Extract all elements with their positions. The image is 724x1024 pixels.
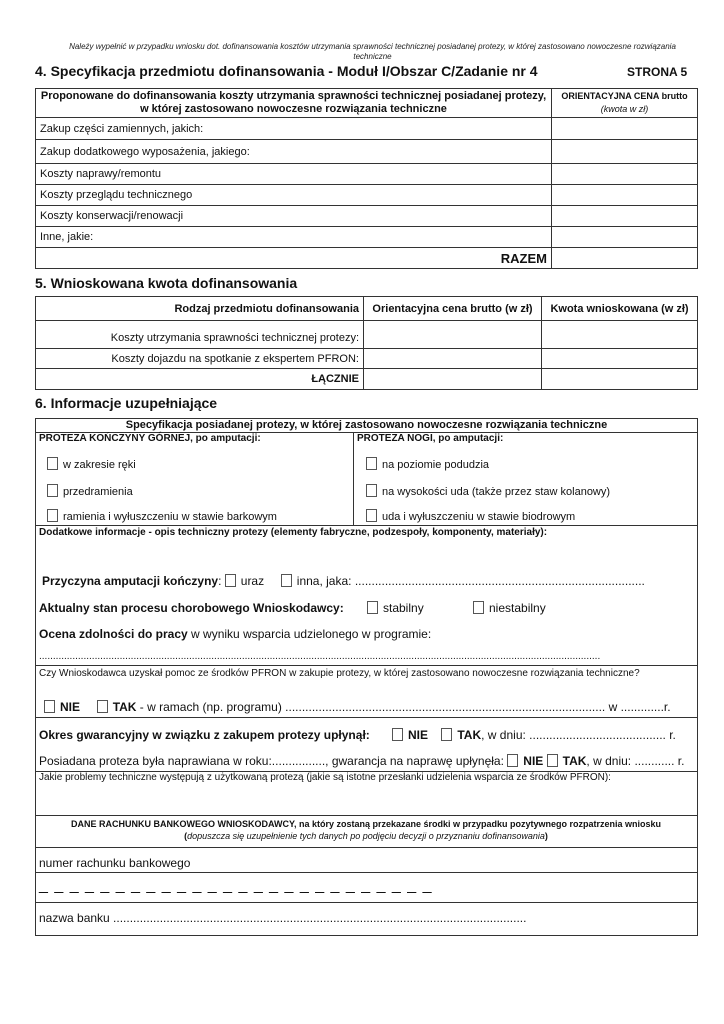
- cost-row: Zakup dodatkowego wyposażenia, jakiego:: [36, 140, 552, 164]
- cost-row: Zakup części zamiennych, jakich:: [36, 118, 552, 140]
- state-unstable[interactable]: niestabilny: [473, 601, 546, 615]
- checkbox[interactable]: [441, 728, 452, 741]
- supplementary-info-box: [35, 418, 698, 936]
- instruction-note: Należy wypełnić w przypadku wniosku dot. dofinansowania kosztów utrzymania sprawności technicznej posiadanej protezy, w której zastosowano nowoczesne rozwiązania techniczne: [69, 42, 676, 61]
- col-price-header: Orientacyjna cena brutto (w zł): [364, 297, 542, 321]
- price-field[interactable]: [364, 349, 542, 369]
- extra-info-label: Dodatkowe informacje - opis techniczny protezy (elementy fabryczne, podzespoły, komponenty, materiały):: [39, 527, 548, 538]
- checkbox[interactable]: [547, 754, 558, 767]
- arm-header: PROTEZA KOŃCZYNY GÓRNEJ, po amputacji:: [39, 433, 261, 444]
- warranty: Okres gwarancyjny w związku z zakupem protezy upłynął:: [39, 728, 370, 742]
- total-price-field[interactable]: [364, 369, 542, 390]
- account-number-label: numer rachunku bankowego: [39, 856, 191, 870]
- row-maintenance: Koszty utrzymania sprawności technicznej protezy:: [36, 321, 364, 349]
- price-field[interactable]: [552, 227, 698, 248]
- total-amount-field[interactable]: [542, 369, 698, 390]
- arm-option-hand[interactable]: w zakresie ręki: [47, 457, 136, 471]
- amputation-cause: Przyczyna amputacji kończyny: uraz inna, jaka: .......................................................................................: [42, 574, 645, 588]
- cost-spec-table: [35, 88, 698, 269]
- page-number: STRONA 5: [627, 65, 688, 79]
- cost-row: Koszty przeglądu technicznego: [36, 185, 552, 206]
- checkbox[interactable]: [47, 457, 58, 470]
- requested-amount-table: [35, 296, 698, 390]
- state-stable[interactable]: stabilny: [367, 601, 424, 615]
- cost-row: Inne, jakie:: [36, 227, 552, 248]
- bank-header: DANE RACHUNKU BANKOWEGO WNIOSKODAWCY, na który zostaną przekazane środki w przypadku pozytywnego rozpatrzenia wniosku (dopuszcza się uzupełnienie tych danych po podjęciu decyzji o przyznaniu dofinansowania): [70, 819, 662, 841]
- price-header-sub: (kwota w zł): [600, 104, 649, 114]
- amount-field[interactable]: [542, 349, 698, 369]
- price-field[interactable]: [364, 321, 542, 349]
- repair-info: Posiadana proteza była naprawiana w roku:................, gwarancja na naprawę upłynęła: NIE TAK, w dniu: ............ r.: [39, 754, 685, 768]
- leg-option-thigh[interactable]: na wysokości uda (także przez staw kolanowy): [366, 484, 610, 498]
- section5-title: 5. Wnioskowana kwota dofinansowania: [35, 275, 298, 291]
- spec-header: Specyfikacja posiadanej protezy, w której zastosowano nowoczesne rozwiązania techniczne: [36, 419, 697, 432]
- leg-option-hip[interactable]: uda i wyłuszczeniu w stawie biodrowym: [366, 509, 575, 523]
- checkbox[interactable]: [473, 601, 484, 614]
- arm-option-arm[interactable]: ramienia i wyłuszczeniu w stawie barkowym: [47, 509, 277, 523]
- checkbox[interactable]: [97, 700, 108, 713]
- arm-option-forearm[interactable]: przedramienia: [47, 484, 133, 498]
- section6-title: 6. Informacje uzupełniające: [35, 395, 218, 411]
- checkbox[interactable]: [507, 754, 518, 767]
- account-number-field[interactable]: _ _ _ _ _ _ _ _ _ _ _ _ _ _ _ _ _ _ _ _ _ _ _ _ _ _: [39, 877, 433, 894]
- price-field[interactable]: [552, 185, 698, 206]
- pfron-question: Czy Wnioskodawca uzyskał pomoc ze środków PFRON w zakupie protezy, w której zastosowano nowoczesne rozwiązania techniczne?: [39, 668, 640, 679]
- checkbox[interactable]: [47, 484, 58, 497]
- disease-state: Aktualny stan procesu chorobowego Wnioskodawcy:: [39, 601, 344, 615]
- work-ability: Ocena zdolności do pracy w wyniku wsparcia udzielonego w programie:: [39, 627, 432, 641]
- total-field[interactable]: [552, 248, 698, 269]
- cost-header: Proponowane do dofinansowania koszty utrzymania sprawności technicznej posiadanej protezy, w której zastosowano nowoczesne rozwiązania techniczne: [36, 89, 552, 118]
- checkbox[interactable]: [392, 728, 403, 741]
- leg-header: PROTEZA NOGI, po amputacji:: [357, 433, 504, 444]
- checkbox[interactable]: [47, 509, 58, 522]
- problems-label: Jakie problemy techniczne występują z użytkowaną protezą (jakie są istotne przesłanki udzielenia wsparcia ze środków PFRON):: [39, 772, 611, 783]
- col-type-header: Rodzaj przedmiotu dofinansowania: [36, 297, 364, 321]
- cost-row: Koszty konserwacji/renowacji: [36, 206, 552, 227]
- cost-row: Koszty naprawy/remontu: [36, 164, 552, 185]
- row-travel: Koszty dojazdu na spotkanie z ekspertem PFRON:: [36, 349, 364, 369]
- total-label: ŁĄCZNIE: [36, 369, 364, 390]
- checkbox[interactable]: [281, 574, 292, 587]
- checkbox[interactable]: [366, 509, 377, 522]
- pfron-answer: NIE TAK - w ramach (np. programu) ................................................................................................ w .............r.: [44, 700, 671, 714]
- bank-name-field[interactable]: nazwa banku ............................................................................................................................: [39, 911, 527, 925]
- price-header: [552, 89, 698, 118]
- dots-line: ..........................................................................................................................................................................................................: [39, 651, 601, 662]
- total-label: RAZEM: [36, 248, 552, 269]
- price-field[interactable]: [552, 140, 698, 164]
- section4-title: 4. Specyfikacja przedmiotu dofinansowania - Moduł I/Obszar C/Zadanie nr 4: [35, 63, 538, 79]
- price-field[interactable]: [552, 164, 698, 185]
- price-field[interactable]: [552, 206, 698, 227]
- amount-field[interactable]: [542, 321, 698, 349]
- checkbox[interactable]: [366, 457, 377, 470]
- checkbox[interactable]: [44, 700, 55, 713]
- price-field[interactable]: [552, 118, 698, 140]
- warranty-answer: NIE TAK, w dniu: ......................................... r.: [392, 728, 676, 742]
- checkbox[interactable]: [367, 601, 378, 614]
- col-amount-header: Kwota wnioskowana (w zł): [542, 297, 698, 321]
- leg-option-shin[interactable]: na poziomie podudzia: [366, 457, 489, 471]
- price-header-label: ORIENTACYJNA CENA brutto: [561, 91, 688, 101]
- checkbox[interactable]: [366, 484, 377, 497]
- checkbox[interactable]: [225, 574, 236, 587]
